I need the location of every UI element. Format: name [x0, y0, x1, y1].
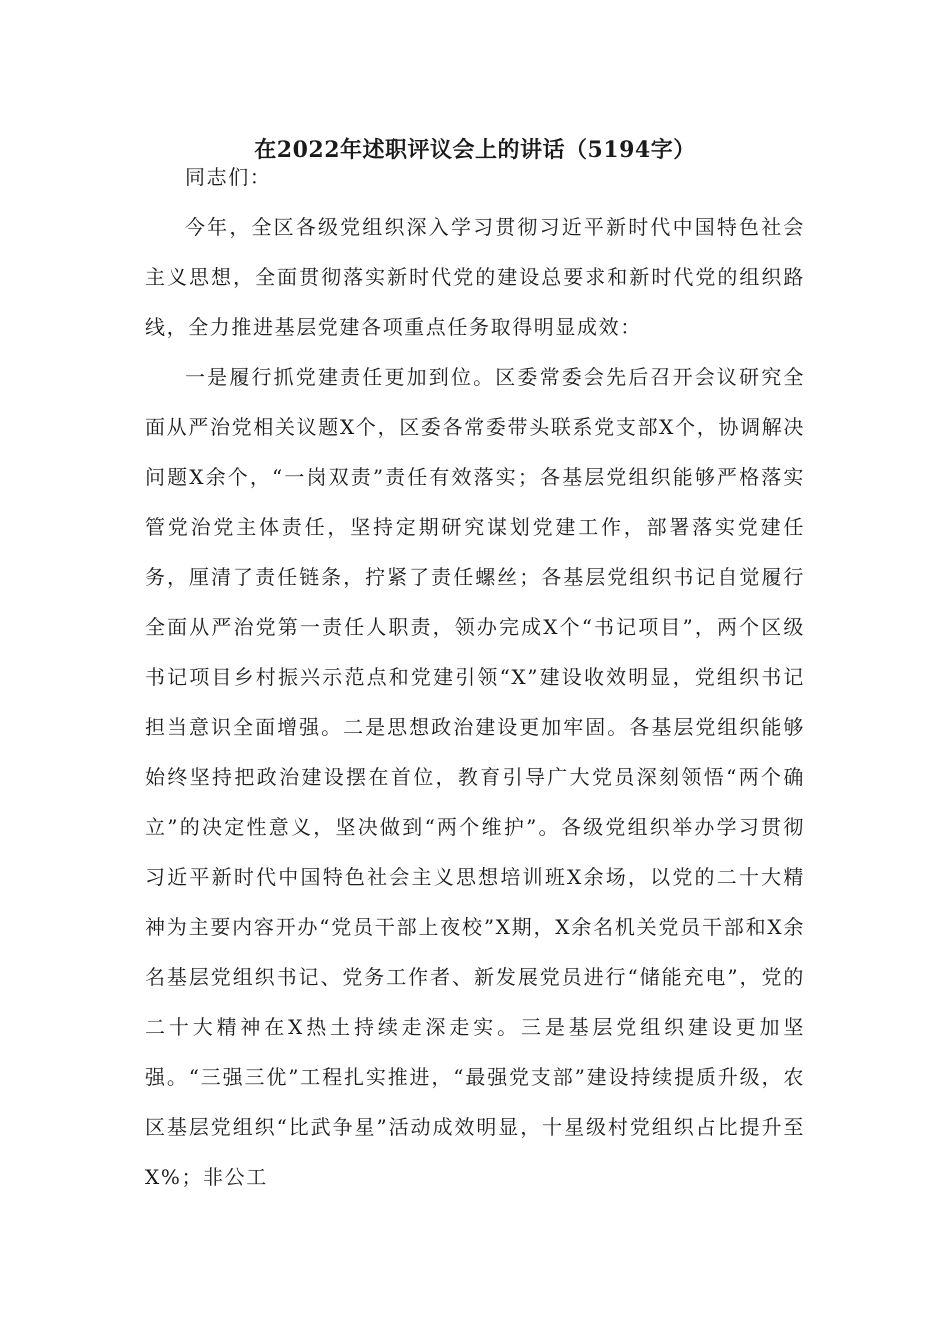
body-paragraph-intro: 今年，全区各级党组织深入学习贯彻习近平新时代中国特色社会主义思想，全面贯彻落实新时代党的建设总要求和新时代党的组织路线，全力推进基层党建各项重点任务取得明显成效： [145, 215, 805, 339]
document-body [145, 152, 805, 1202]
body-paragraph-main: 一是履行抓党建责任更加到位。区委常委会先后召开会议研究全面从严治党相关议题X个，区委各常委带头联系党支部X个，协调解决问题X余个，“一岗双责”责任有效落实；各基层党组织能够严格落实管党治党主体责任，坚持定期研究谋划党建工作，部署落实党建任务，厘清了责任链条，拧紧了责任螺丝；各基层党组织书记自觉履行全面从严治党第一责任人职责，领办完成X个“书记项目”，两个区级书记项目乡村振兴示范点和党建引领“X”建设收效明显，党组织书记担当意识全面增强。二是思想政治建设更加牢固。各基层党组织能够始终坚持把政治建设摆在首位，教育引导广大党员深刻领悟“两个确立”的决定性意义，坚决做到“两个维护”。各级党组织举办学习贯彻习近平新时代中国特色社会主义思想培训班X余场，以党的二十大精神为主要内容开办“党员干部上夜校”X期，X余名机关党员干部和X余名基层党组织书记、党务工作者、新发展党员进行“储能充电”，党的二十大精神在X热土持续走深走实。三是基层党组织建设更加坚强。“三强三优”工程扎实推进，“最强党支部”建设持续提质升级，农区基层党组织“比武争星”活动成效明显，十星级村党组织占比提升至X%；非公工 [145, 365, 805, 1189]
document-title: 在2022年述职评议会上的讲话（5194字） [254, 137, 696, 163]
greeting-paragraph: 同志们： [185, 165, 272, 189]
